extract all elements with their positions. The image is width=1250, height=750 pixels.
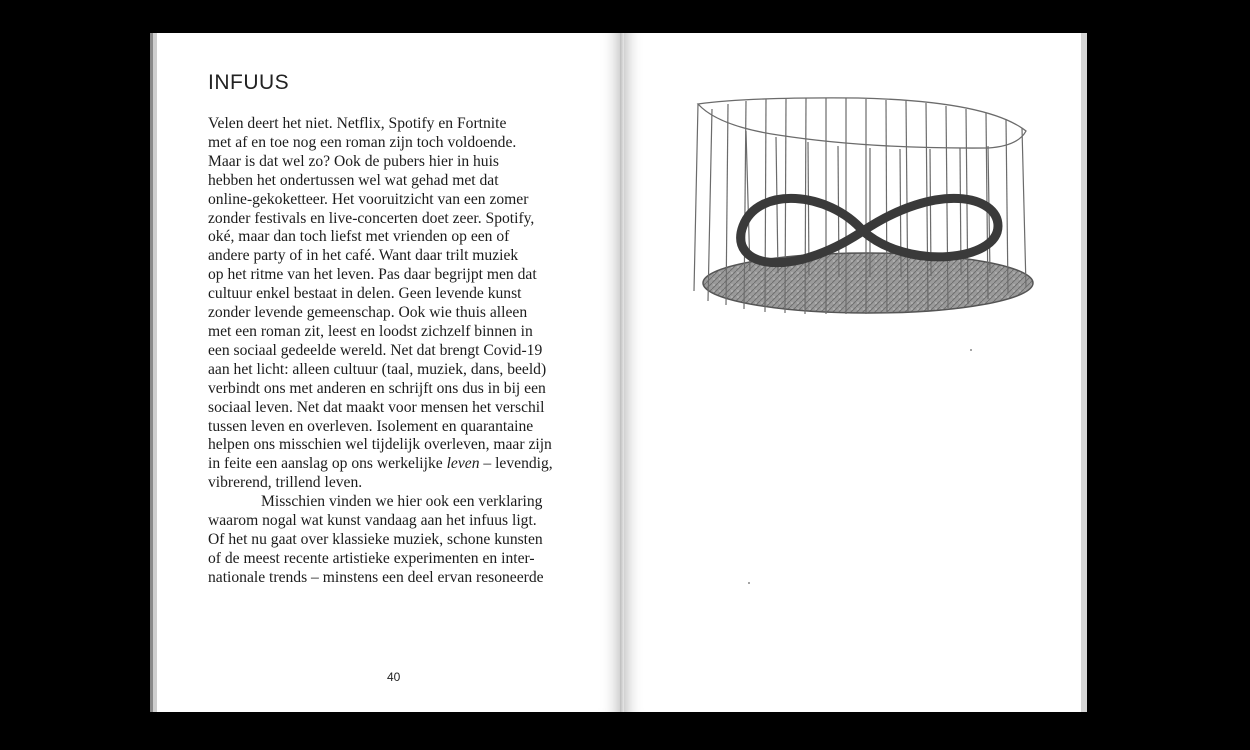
text-line: zonder levende gemeenschap. Ook wie thuis alleen: [208, 304, 528, 322]
text-line: op het ritme van het leven. Pas daar begrijpt men dat: [208, 266, 537, 284]
text-line: met een roman zit, leest en loodst zichzelf binnen in: [208, 322, 533, 340]
text-line: vibrerend, trillend leven.: [208, 474, 363, 492]
text-segment: in feite een aanslag op ons werkelijke: [208, 455, 447, 473]
text-line: nationale trends – minstens een deel ervan resoneerde: [208, 568, 544, 586]
text-line: Of het nu gaat over klassieke muziek, schone kunsten: [208, 530, 543, 548]
text-line: zonder festivals en live-concerten doet zeer. Spotify,: [208, 209, 535, 227]
left-page: [150, 33, 624, 712]
text-line: Maar is dat wel zo? Ook de pubers hier in huis: [208, 152, 500, 170]
text-line: hebben het ondertussen wel wat gehad met dat: [208, 171, 499, 189]
text-line: Velen deert het niet. Netflix, Spotify en Fortnite: [208, 115, 507, 132]
text-line: tussen leven en overleven. Isolement en quarantaine: [208, 417, 534, 435]
text-line: waarom nogal wat kunst vandaag aan het infuus ligt.: [208, 512, 537, 530]
paper-speck: [970, 349, 972, 351]
book-spread: [150, 33, 1087, 712]
text-line: met af en toe nog een roman zijn toch voldoende.: [208, 133, 517, 151]
text-line: sociaal leven. Net dat maakt voor mensen het verschil: [208, 398, 545, 416]
text-line: helpen ons misschien wel tijdelijk overleven, maar zijn: [208, 436, 552, 454]
right-page: [624, 33, 1087, 712]
body-text: [208, 115, 588, 588]
text-line: oké, maar dan toch liefst met vrienden op een of: [208, 228, 510, 246]
infinity-cage-illustration: [688, 91, 1038, 326]
text-line: of de meest recente artistieke experimenten en inter-: [208, 549, 535, 567]
text-line: online-gekoketteer. Het vooruitzicht van een zomer: [208, 190, 529, 208]
text-segment: – levendig,: [479, 455, 553, 473]
text-line: een sociaal gedeelde wereld. Net dat brengt Covid-19: [208, 341, 543, 359]
cage-top-rim: [698, 98, 1026, 148]
text-line: cultuur enkel bestaat in delen. Geen levende kunst: [208, 285, 522, 303]
text-line: aan het licht: alleen cultuur (taal, muziek, dans, beeld): [208, 360, 547, 378]
text-line: verbindt ons met anderen en schrijft ons dus in bij een: [208, 379, 546, 397]
paper-speck: [748, 582, 750, 584]
paragraph-2-first-line: Misschien vinden we hier ook een verklaring: [261, 493, 543, 511]
italic-word: leven: [446, 455, 480, 473]
text-line-with-italic: [208, 455, 588, 474]
chapter-title: INFUUS: [208, 71, 290, 94]
page-number: 40: [387, 670, 401, 684]
text-line: andere party of in het café. Want daar trilt muziek: [208, 247, 519, 265]
